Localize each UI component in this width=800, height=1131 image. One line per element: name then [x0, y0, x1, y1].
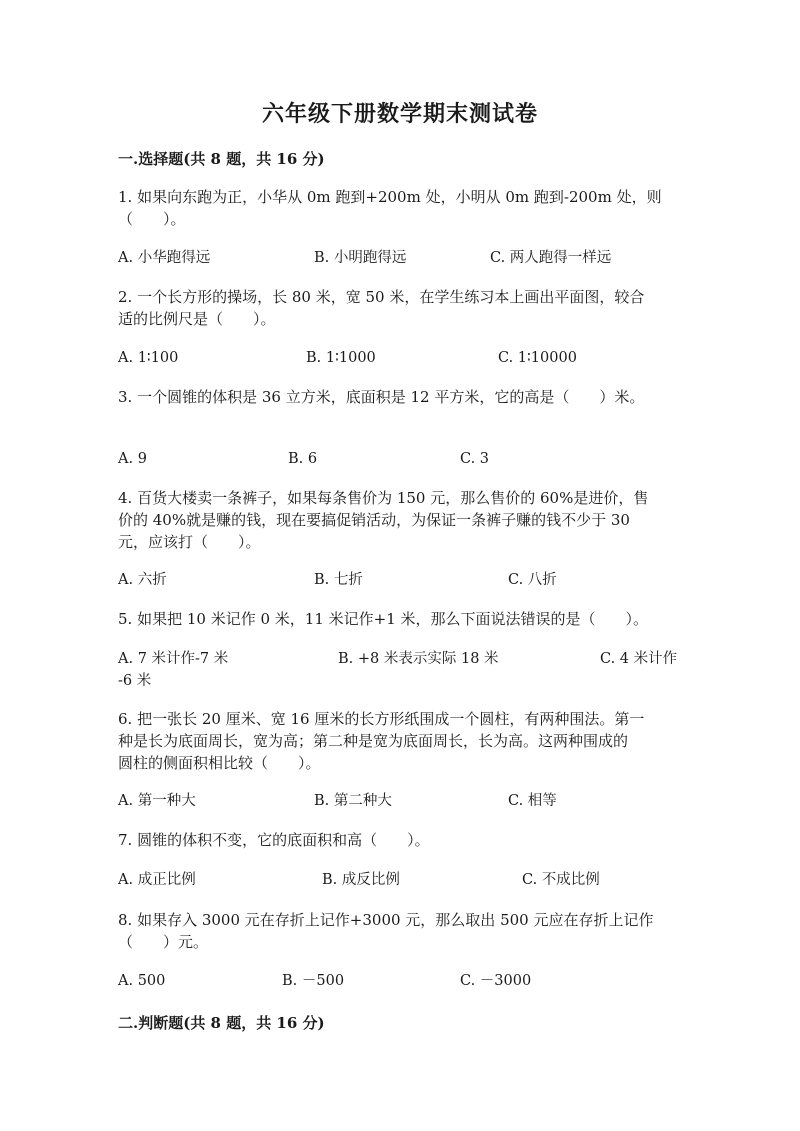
question-8: [118, 909, 678, 953]
question-line: 适的比例尺是（ ）。: [118, 310, 276, 328]
option-a: A. 六折: [118, 572, 167, 588]
question-line: 4. 百货大楼卖一条裤子，如果每条售价为 150 元，那么售价的 60%是进价，售: [118, 489, 649, 507]
page-title: 六年级下册数学期末测试卷: [261, 101, 538, 127]
option-a: A. 1∶100: [118, 350, 179, 366]
option-c: C. 不成比例: [522, 872, 600, 888]
question-line: 元，应该打（ ）。: [118, 533, 261, 551]
question-5: [118, 608, 678, 630]
question-line: 种是长为底面周长，宽为高；第二种是宽为底面周长，长为高。这两种围成的: [118, 732, 629, 750]
option-b: B. +8 米表示实际 18 米: [338, 651, 499, 667]
option-b: B. 6: [288, 451, 318, 467]
option-c: C. －3000: [460, 973, 532, 989]
section-heading-judgment: 二.判断题(共 8 题，共 16 分): [118, 1014, 325, 1032]
question-line: （ ）元。: [118, 933, 209, 951]
option-c: C. 3: [460, 451, 490, 467]
question-line: 1. 如果向东跑为正，小华从 0m 跑到+200m 处，小明从 0m 跑到-200m 处，则: [118, 188, 662, 206]
question-6: [118, 708, 678, 774]
question-line: 5. 如果把 10 米记作 0 米，11 米记作+1 米，那么下面说法错误的是（ ）。: [118, 610, 649, 628]
option-a: A. 7 米计作-7 米: [118, 651, 229, 667]
question-line: 8. 如果存入 3000 元在存折上记作+3000 元，那么取出 500 元应在存折上记作: [118, 911, 654, 929]
option-a: A. 9: [118, 451, 147, 467]
question-1: [118, 186, 678, 230]
option-a: A. 第一种大: [118, 793, 196, 809]
question-7: [118, 829, 678, 851]
options-5: [118, 648, 678, 692]
option-c-continued: -6 米: [118, 673, 152, 689]
question-line: 6. 把一张长 20 厘米、宽 16 厘米的长方形纸围成一个圆柱，有两种围法。第一: [118, 710, 645, 728]
question-4: [118, 487, 678, 553]
question-line: 圆柱的侧面积相比较（ ）。: [118, 754, 321, 772]
option-b: B. 第二种大: [314, 793, 392, 809]
option-c: C. 相等: [508, 793, 557, 809]
option-a: A. 小华跑得远: [118, 250, 211, 266]
option-c: C. 4 米计作: [600, 651, 678, 667]
option-b: B. 1∶1000: [306, 350, 376, 366]
question-line: 2. 一个长方形的操场，长 80 米，宽 50 米，在学生练习本上画出平面图，较合: [118, 288, 645, 306]
question-line: （ ）。: [118, 210, 186, 228]
option-a: A. 500: [118, 973, 166, 989]
option-b: B. 成反比例: [322, 872, 400, 888]
question-line: 3. 一个圆锥的体积是 36 立方米，底面积是 12 平方米，它的高是（ ）米。: [118, 388, 645, 406]
section-heading-choice: 一.选择题(共 8 题，共 16 分): [118, 150, 325, 168]
option-b: B. 小明跑得远: [314, 250, 407, 266]
option-a: A. 成正比例: [118, 872, 196, 888]
option-c: C. 1∶10000: [498, 350, 577, 366]
option-b: B. －500: [282, 973, 345, 989]
option-b: B. 七折: [314, 572, 363, 588]
question-2: [118, 286, 678, 330]
option-c: C. 两人跑得一样远: [490, 250, 612, 266]
question-line: 价的 40%就是赚的钱，现在要搞促销活动，为保证一条裤子赚的钱不少于 30: [118, 511, 630, 529]
question-3: [118, 386, 678, 408]
option-c: C. 八折: [508, 572, 557, 588]
question-line: 7. 圆锥的体积不变，它的底面积和高（ ）。: [118, 831, 430, 849]
